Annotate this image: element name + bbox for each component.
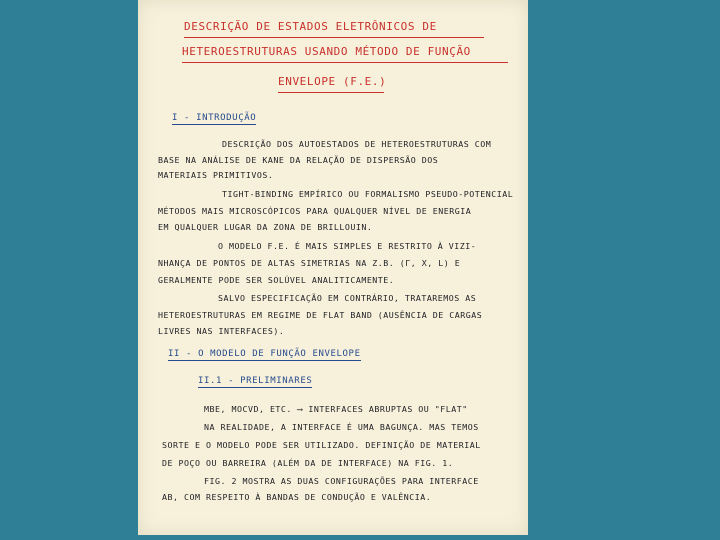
text-line: TIGHT-BINDING EMPÍRICO OU FORMALISMO PSEUDO-POTENCIAL [222, 189, 514, 199]
text-line: MATERIAIS PRIMITIVOS. [158, 170, 274, 180]
text-line: HETEROESTRUTURAS EM REGIME DE FLAT BAND (AUSÊNCIA DE CARGAS [158, 310, 483, 320]
title-line-1: DESCRIÇÃO DE ESTADOS ELETRÔNICOS DE [184, 20, 437, 33]
title-line-3: ENVELOPE (F.E.) [278, 75, 387, 88]
text-line: EM QUALQUER LUGAR DA ZONA DE BRILLOUIN. [158, 222, 373, 232]
text-line: FIG. 2 MOSTRA AS DUAS CONFIGURAÇÕES PARA INTERFACE [204, 476, 479, 486]
text-line: LIVRES NAS INTERFACES). [158, 326, 285, 336]
text-line: AB, COM RESPEITO À BANDAS DE CONDUÇÃO E VALÊNCIA. [162, 492, 432, 502]
text-line: MBE, MOCVD, ETC. ⟶ INTERFACES ABRUPTAS OU "FLAT" [204, 404, 468, 414]
text-line: NHANÇA DE PONTOS DE ALTAS SIMETRIAS NA Z.B. (Γ, X, L) E [158, 258, 461, 268]
text-line: BASE NA ANÁLISE DE KANE DA RELAÇÃO DE DISPERSÃO DOS [158, 155, 439, 165]
subsection-heading-preliminaries: II.1 - PRELIMINARES [198, 376, 313, 386]
text-line: MÉTODOS MAIS MICROSCÓPICOS PARA QUALQUER NÍVEL DE ENERGIA [158, 206, 472, 216]
text-line: O MODELO F.E. É MAIS SIMPLES E RESTRITO À VIZI- [218, 241, 477, 251]
text-line: SALVO ESPECIFICAÇÃO EM CONTRÁRIO, TRATAREMOS AS [218, 293, 477, 303]
title-underline [182, 62, 508, 63]
text-line: SORTE E O MODELO PODE SER UTILIZADO. DEFINIÇÃO DE MATERIAL [162, 440, 481, 450]
title-underline [278, 92, 384, 93]
text-line: DESCRIÇÃO DOS AUTOESTADOS DE HETEROESTRUTURAS COM [222, 139, 492, 149]
scanned-page [138, 0, 528, 535]
section-heading-introduction: I - INTRODUÇÃO [172, 113, 257, 123]
text-line: DE POÇO OU BARREIRA (ALÉM DA DE INTERFACE) NA FIG. 1. [162, 458, 454, 468]
section-heading-envelope-model: II - O MODELO DE FUNÇÃO ENVELOPE [168, 349, 361, 359]
title-line-2: HETEROESTRUTURAS USANDO MÉTODO DE FUNÇÃO [182, 45, 471, 58]
text-line: GERALMENTE PODE SER SOLÚVEL ANALITICAMENTE. [158, 275, 395, 285]
title-underline [184, 37, 484, 38]
text-line: NA REALIDADE, A INTERFACE É UMA BAGUNÇA. MAS TEMOS [204, 422, 479, 432]
